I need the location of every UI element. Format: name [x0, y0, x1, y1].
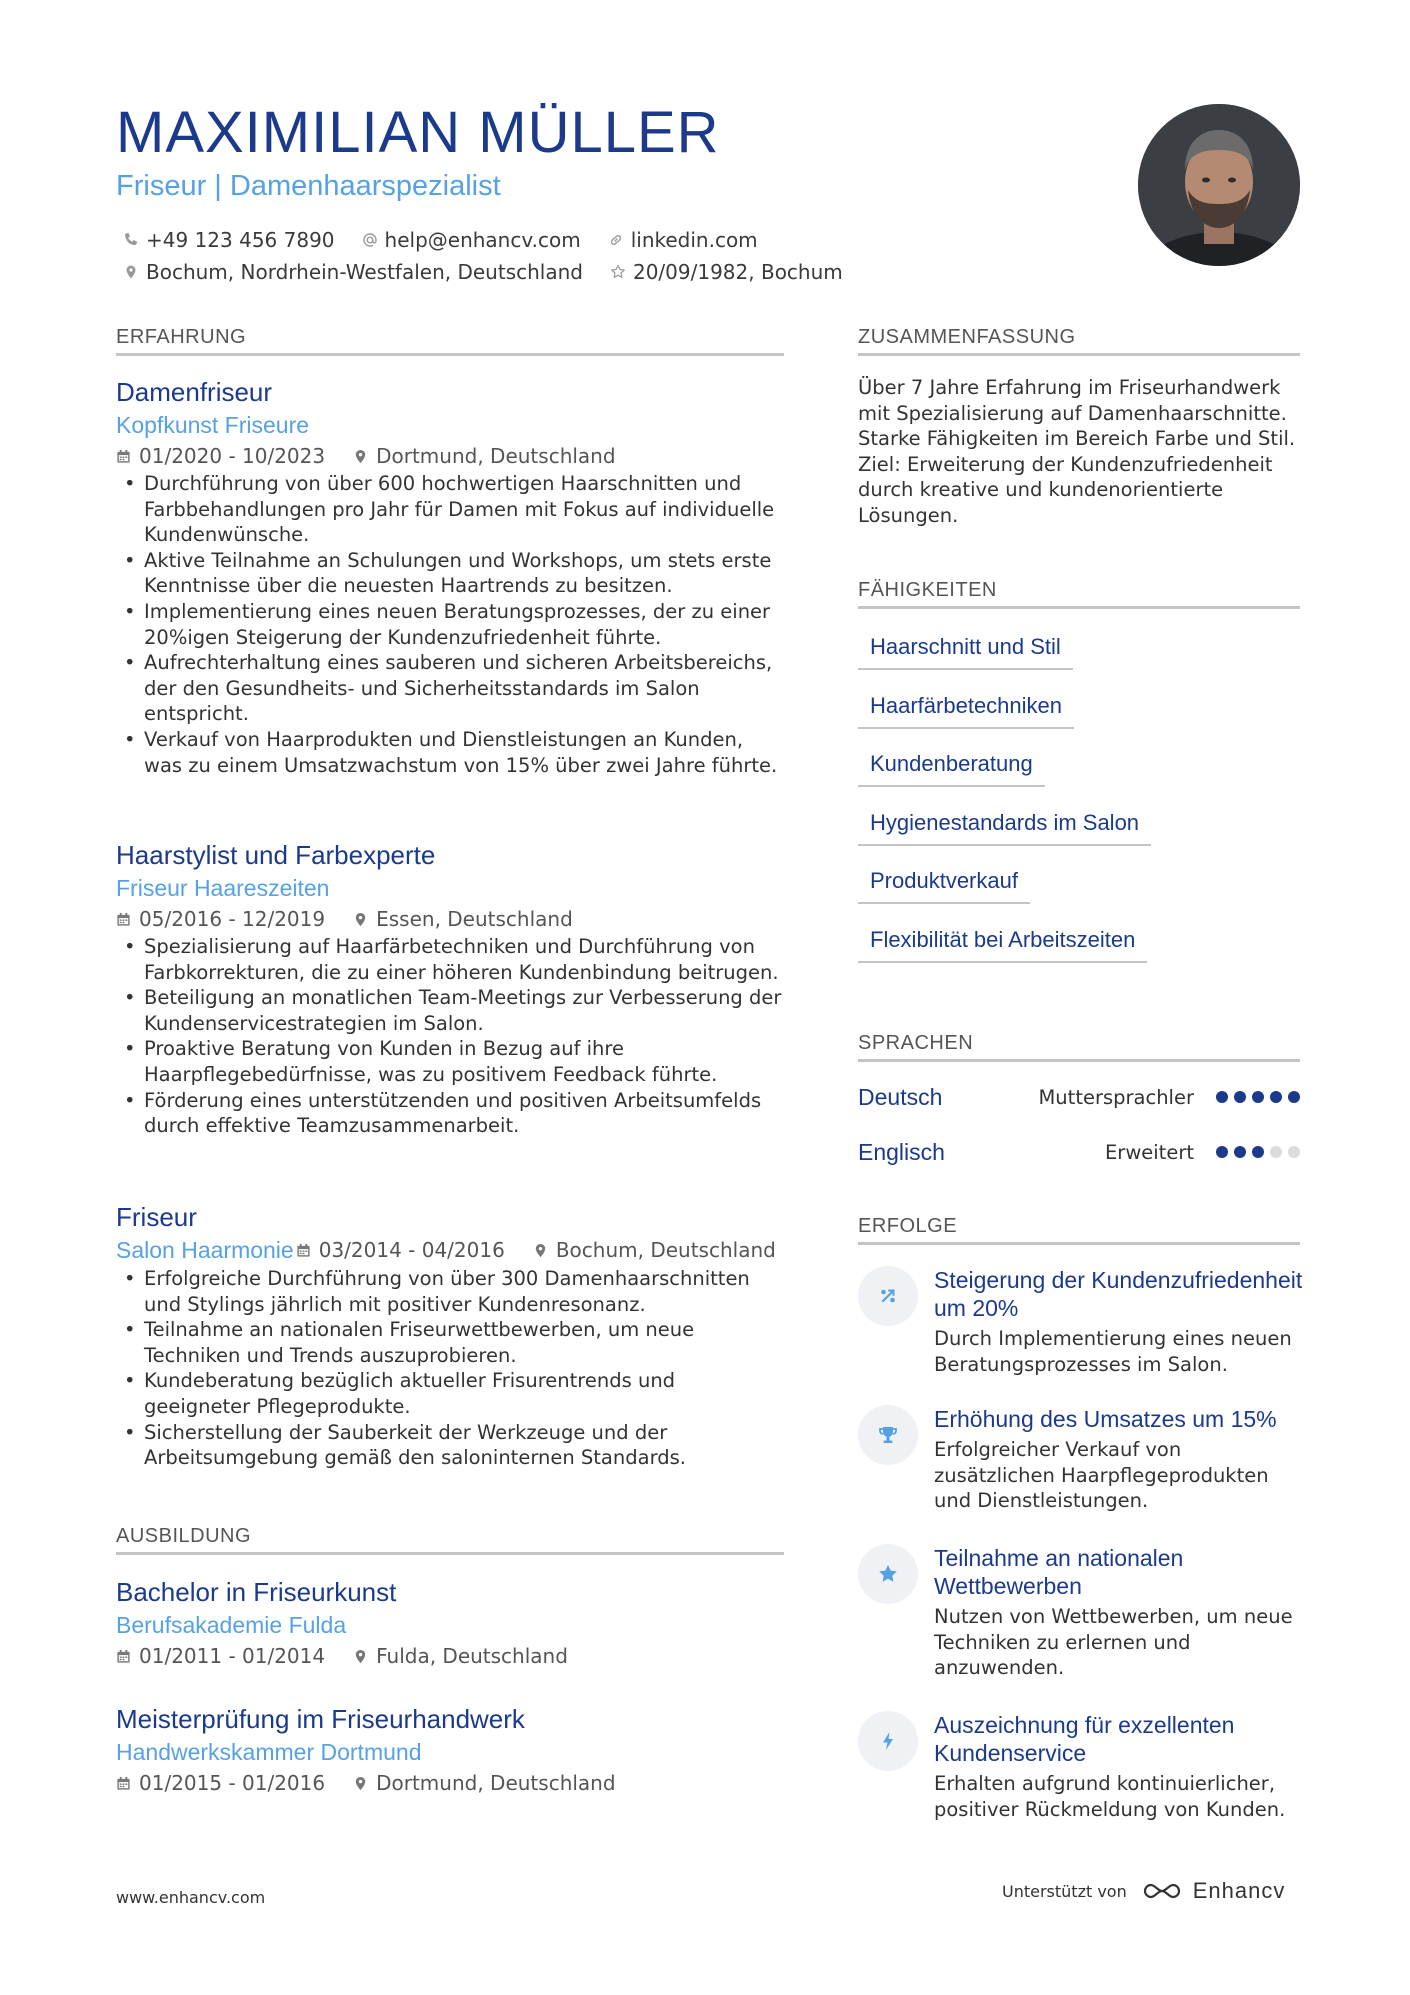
list-item: • Förderung eines unterstützenden und positiven Arbeitsumfelds durch effektive Teamzusammenarbeit. — [116, 1088, 784, 1139]
skill-tag: Flexibilität bei Arbeitszeiten — [858, 927, 1147, 963]
linkedin-text: linkedin.com — [630, 228, 758, 252]
job-entry — [116, 838, 784, 1139]
company-name: Kopfkunst Friseure — [116, 412, 310, 438]
education-entry — [116, 1575, 784, 1671]
language-row — [858, 1080, 1300, 1114]
rating-dot-filled — [1270, 1091, 1282, 1103]
calendar-icon — [116, 449, 131, 464]
contact-birth — [609, 260, 843, 284]
rating-dot-empty — [1288, 1146, 1300, 1158]
achievement-item — [858, 1544, 1308, 1681]
achievement-item — [858, 1405, 1308, 1514]
job-bullets — [116, 1266, 784, 1471]
list-item: • Durchführung von über 600 hochwertigen Haarschnitten und Farbbehandlungen pro Jahr für Damen mit Fokus auf individuelle Kundenwünsche. — [116, 471, 784, 548]
location-pin-icon — [122, 263, 140, 281]
rating-dot-filled — [1234, 1091, 1246, 1103]
contact-email[interactable] — [361, 228, 581, 252]
skill-tag: Haarfärbetechniken — [858, 693, 1074, 729]
location-pin-icon — [353, 1776, 368, 1791]
achievement-desc: Erhalten aufgrund kontinuierlicher, positiver Rückmeldung von Kunden. — [934, 1772, 1286, 1821]
rating-dot-empty — [1270, 1146, 1282, 1158]
skill-tag: Kundenberatung — [858, 751, 1045, 787]
achievement-item — [858, 1711, 1308, 1822]
job-bullets — [116, 471, 784, 778]
job-location: Essen, Deutschland — [353, 907, 573, 931]
list-item: • Verkauf von Haarprodukten und Dienstleistungen an Kunden, was zu einem Umsatzwachstum von 15% über zwei Jahre führte. — [116, 727, 784, 778]
language-name: Englisch — [858, 1138, 945, 1165]
star-icon — [858, 1544, 918, 1604]
contact-block — [122, 224, 882, 288]
calendar-icon — [296, 1243, 311, 1258]
location-pin-icon — [353, 1649, 368, 1664]
calendar-icon — [116, 1649, 131, 1664]
company-name: Friseur Haareszeiten — [116, 875, 330, 901]
list-item: • Spezialisierung auf Haarfärbetechniken und Durchführung von Farbkorrekturen, die zu einer höheren Kundenbindung beitrugen. — [116, 934, 784, 985]
school-name: Handwerkskammer Dortmund — [116, 1739, 422, 1765]
contact-location — [122, 260, 583, 284]
language-rating — [1210, 1146, 1300, 1158]
language-level: Muttersprachler — [1038, 1085, 1194, 1109]
phone-text: +49 123 456 7890 — [146, 228, 335, 252]
phone-icon — [122, 231, 140, 249]
list-item: • Beteiligung an monatlichen Team-Meetings zur Verbesserung der Kundenservicestrategien im Salon. — [116, 985, 784, 1036]
contact-linkedin[interactable] — [607, 228, 758, 252]
language-rating — [1210, 1091, 1300, 1103]
trophy-icon — [858, 1405, 918, 1465]
skill-tag: Haarschnitt und Stil — [858, 634, 1073, 670]
achievement-title: Auszeichnung für exzellenten Kundenservice — [934, 1712, 1235, 1766]
list-item: • Sicherstellung der Sauberkeit der Werkzeuge und der Arbeitsumgebung gemäß den saloninternen Standards. — [116, 1420, 784, 1471]
achievement-desc: Durch Implementierung eines neuen Beratungsprozesses im Salon. — [934, 1327, 1292, 1376]
experience-heading: ERFAHRUNG — [116, 326, 784, 356]
job-entry — [116, 1200, 784, 1471]
language-name: Deutsch — [858, 1083, 943, 1110]
birth-text: 20/09/1982, Bochum — [632, 260, 843, 284]
language-row — [858, 1135, 1300, 1169]
percent-icon — [858, 1266, 918, 1326]
rating-dot-filled — [1234, 1146, 1246, 1158]
languages-heading: SPRACHEN — [858, 1032, 1300, 1062]
achievement-item — [858, 1266, 1308, 1377]
job-entry — [116, 375, 784, 778]
candidate-title: Friseur | Damenhaarspezialist — [116, 170, 501, 202]
lightning-icon — [858, 1711, 918, 1771]
rating-dot-filled — [1216, 1091, 1228, 1103]
summary-heading: ZUSAMMENFASSUNG — [858, 326, 1300, 356]
contact-phone[interactable] — [122, 228, 335, 252]
location-pin-icon — [353, 449, 368, 464]
education-dates: 01/2015 - 01/2016 — [116, 1771, 325, 1795]
degree-title: Bachelor in Friseurkunst — [116, 1577, 397, 1607]
list-item: • Aktive Teilnahme an Schulungen und Workshops, um stets erste Kenntnisse über die neuesten Haartrends zu besitzen. — [116, 548, 784, 599]
job-dates: 05/2016 - 12/2019 — [116, 907, 325, 931]
at-icon — [361, 231, 379, 249]
achievement-title: Teilnahme an nationalen Wettbewerben — [934, 1545, 1184, 1599]
profile-photo — [1138, 104, 1300, 266]
brand-name: Enhancv — [1192, 1878, 1286, 1903]
achievement-desc: Nutzen von Wettbewerben, um neue Techniken zu erlernen und anzuwenden. — [934, 1605, 1293, 1680]
calendar-icon — [116, 912, 131, 927]
language-level: Erweitert — [1104, 1140, 1194, 1164]
job-location: Bochum, Deutschland — [533, 1238, 776, 1262]
calendar-icon — [116, 1776, 131, 1791]
education-location: Dortmund, Deutschland — [353, 1771, 615, 1795]
achievements-heading: ERFOLGE — [858, 1215, 1300, 1245]
education-heading: AUSBILDUNG — [116, 1525, 784, 1555]
company-name: Salon Haarmonie — [116, 1237, 294, 1263]
email-text: help@enhancv.com — [384, 228, 581, 252]
location-text: Bochum, Nordrhein-Westfalen, Deutschland — [146, 260, 583, 284]
job-bullets — [116, 934, 784, 1139]
powered-by-text: Unterstützt von — [1002, 1881, 1127, 1901]
job-title: Friseur — [116, 1202, 197, 1232]
degree-title: Meisterprüfung im Friseurhandwerk — [116, 1704, 525, 1734]
rating-dot-filled — [1252, 1091, 1264, 1103]
skill-tag: Hygienestandards im Salon — [858, 810, 1151, 846]
list-item: • Teilnahme an nationalen Friseurwettbewerben, um neue Techniken und Trends auszuprobieren. — [116, 1317, 784, 1368]
job-dates: 03/2014 - 04/2016 — [296, 1238, 505, 1262]
job-title: Damenfriseur — [116, 377, 273, 407]
footer-branding — [1002, 1878, 1285, 1904]
education-entry — [116, 1702, 784, 1798]
footer-website[interactable]: www.enhancv.com — [116, 1888, 266, 1907]
rating-dot-filled — [1216, 1146, 1228, 1158]
star-outline-icon — [609, 263, 627, 281]
achievement-title: Erhöhung des Umsatzes um 15% — [934, 1406, 1277, 1432]
achievement-title: Steigerung der Kundenzufriedenheit um 20% — [934, 1267, 1303, 1321]
location-pin-icon — [353, 912, 368, 927]
link-icon — [607, 231, 625, 249]
skills-heading: FÄHIGKEITEN — [858, 579, 1300, 609]
achievement-desc: Erfolgreicher Verkauf von zusätzlichen Haarpflegeprodukten und Dienstleistungen. — [934, 1438, 1269, 1513]
rating-dot-filled — [1288, 1091, 1300, 1103]
job-location: Dortmund, Deutschland — [353, 444, 615, 468]
school-name: Berufsakademie Fulda — [116, 1612, 347, 1638]
skill-tag: Produktverkauf — [858, 868, 1030, 904]
location-pin-icon — [533, 1243, 548, 1258]
enhancv-logo-icon — [1139, 1879, 1185, 1903]
list-item: • Kundeberatung bezüglich aktueller Frisurentrends und geeigneter Pflegeprodukte. — [116, 1368, 784, 1419]
list-item: • Erfolgreiche Durchführung von über 300 Damenhaarschnitten und Stylings jährlich mit positiver Kundenresonanz. — [116, 1266, 784, 1317]
summary-text: Über 7 Jahre Erfahrung im Friseurhandwerk mit Spezialisierung auf Damenhaarschnitte. Starke Fähigkeiten im Bereich Farbe und Stil. Ziel: Erweiterung der Kundenzufriedenheit durch kreative und kundenorientierte Lösungen. — [858, 376, 1296, 527]
list-item: • Aufrechterhaltung eines sauberen und sicheren Arbeitsbereichs, der den Gesundheits- und Sicherheitsstandards im Salon entspricht. — [116, 650, 784, 727]
list-item: • Implementierung eines neuen Beratungsprozesses, der zu einer 20%igen Steigerung der Kundenzufriedenheit führte. — [116, 599, 784, 650]
rating-dot-filled — [1252, 1146, 1264, 1158]
job-title: Haarstylist und Farbexperte — [116, 840, 436, 870]
candidate-name: MAXIMILIAN MÜLLER — [116, 100, 720, 165]
education-location: Fulda, Deutschland — [353, 1644, 568, 1668]
education-dates: 01/2011 - 01/2014 — [116, 1644, 325, 1668]
list-item: • Proaktive Beratung von Kunden in Bezug auf ihre Haarpflegebedürfnisse, was zu positivem Feedback führte. — [116, 1036, 784, 1087]
job-dates: 01/2020 - 10/2023 — [116, 444, 325, 468]
